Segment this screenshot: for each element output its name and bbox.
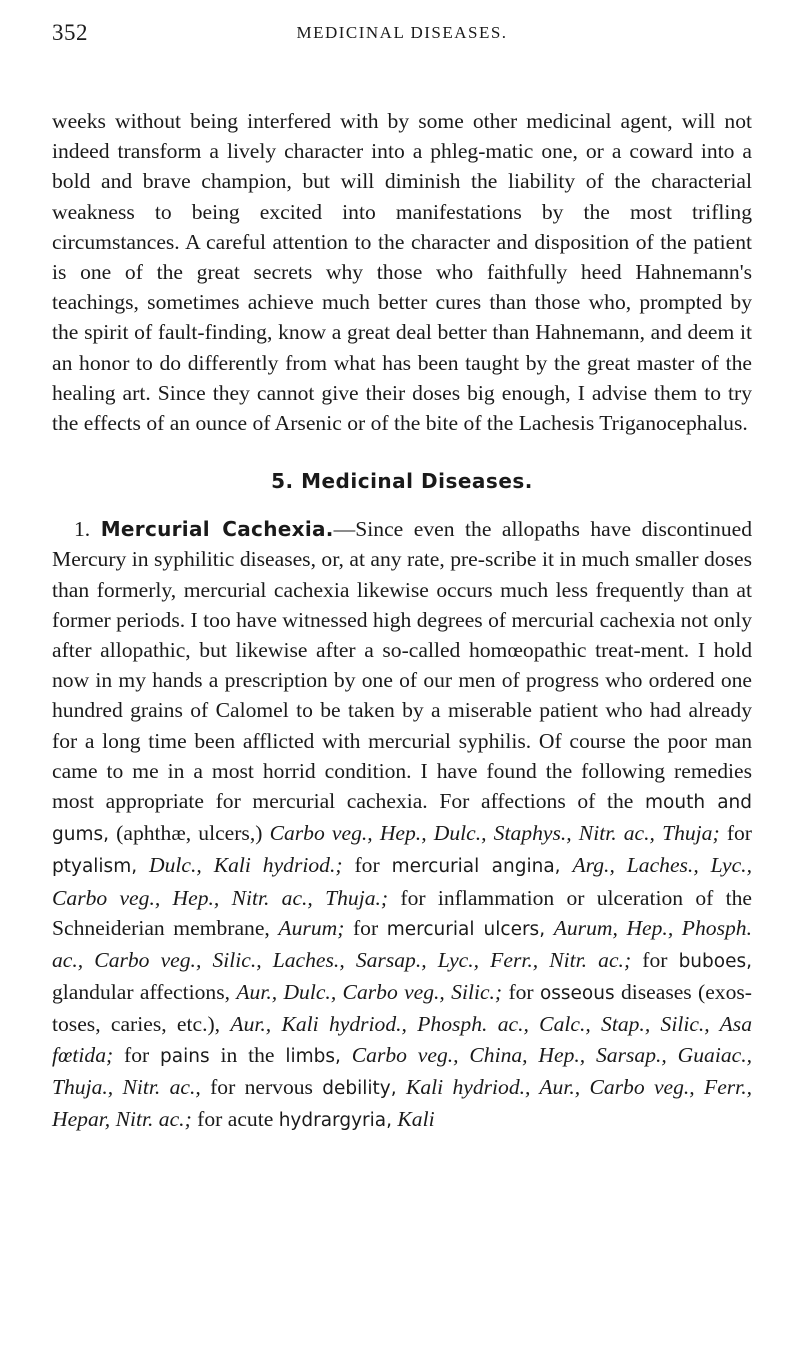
- indication-lead: for acute: [191, 1107, 279, 1132]
- indication-lead: for: [502, 980, 540, 1005]
- indication-term: debility,: [322, 1077, 397, 1099]
- page-number: 352: [52, 20, 88, 45]
- indication-lead: for: [344, 915, 387, 940]
- remedy-list: Arg., Laches., Lyc., Carbo veg., Hep., Nitr. ac., Thuja.;: [52, 853, 752, 910]
- indications-list: [52, 789, 752, 1131]
- indication-lead: for: [719, 821, 752, 846]
- indication-lead: for nervous: [200, 1074, 323, 1099]
- indication-term: mercurial ulcers,: [386, 918, 546, 940]
- book-page: [52, 20, 752, 1136]
- indication-note: glandular affections,: [52, 980, 237, 1005]
- entry-body: —Since even the allopaths have discontinued Mercury in syphilitic diseases, or, at any rate, pre-scribe it in much smaller doses than formerly, mercurial cachexia likewise occurs much less frequently than at former periods. I too have witnessed high degrees of mercurial cachexia not only after allopathic, but likewise after a so-called homœopathic treat-ment. I hold now in my hands a prescription by one of our men of progress who ordered one hundred grains of Calomel to be taken by a miserable patient who had already for a long time been afflicted with mercurial syphilis. Of course the poor man came to me in a most horrid condition. I have found the following remedies most appropriate for mercurial cachexia. For affections of the: [52, 517, 752, 814]
- page-header: MEDICINAL DISEASES.: [296, 23, 508, 42]
- entry-paragraph: [52, 514, 752, 1136]
- remedy-list: Aur., Kali hydriod., Phosph. ac., Calc., Stap., Silic., Asa fœtida;: [52, 1012, 752, 1067]
- remedy-list: Carbo veg., China, Hep., Sarsap., Guaiac., Thuja., Nitr. ac.,: [52, 1042, 753, 1099]
- indication-note: inflammation or ulceration of the Schneiderian membrane,: [52, 885, 753, 940]
- intro-paragraph: weeks without being interfered with by some other medicinal agent, will not indeed transform a lively character into a phleg-matic one, or a coward into a bold and brave champion, but will diminish the liability of the characterial weakness to being excited into manifestations by the most trifling circumstances. A careful attention to the character and disposition of the patient is one of the great secrets why those who faithfully heed Hahnemann's teachings, sometimes achieve much better cures than those who, prompted by the spirit of fault-finding, know a great deal better than Hahnemann, and deem it an honor to do differently from what has been taught by the great master of the healing art. Since they cannot give their doses big enough, I advise them to try the effects of an ounce of Arsenic or of the bite of the Lachesis Triganocephalus.: [52, 109, 752, 436]
- remedy-list: Aur., Dulc., Carbo veg., Silic.;: [236, 980, 503, 1005]
- remedy-list: Dulc., Kali hydriod.;: [149, 853, 343, 878]
- indication-term: hydrargyria,: [278, 1110, 392, 1132]
- indication-term: mouth and gums,: [52, 792, 753, 846]
- indication-lead: for: [113, 1042, 161, 1067]
- indication-note: [397, 1075, 406, 1099]
- indication-lead: for: [342, 853, 392, 878]
- indication-note: [341, 1043, 352, 1067]
- indication-term: pains: [160, 1045, 210, 1067]
- indication-term: buboes,: [678, 951, 752, 973]
- remedy-list: Kali hydriod., Aur., Carbo veg., Ferr., Hepar, Nitr. ac.;: [52, 1074, 752, 1132]
- indication-lead: for: [388, 885, 438, 910]
- indication-note: diseases (exos-toses, caries, etc.),: [52, 980, 752, 1037]
- running-head: [52, 20, 752, 64]
- indication-term: mercurial angina,: [391, 856, 561, 878]
- indication-lead: for: [631, 948, 679, 973]
- entry-number: 1.: [74, 517, 91, 542]
- remedy-list: Aurum;: [278, 915, 345, 940]
- indication-note: (aphthæ, ulcers,): [109, 821, 270, 846]
- indication-note: in the: [209, 1042, 286, 1067]
- indication-term: osseous: [539, 983, 615, 1005]
- indication-note: [545, 916, 554, 940]
- remedy-list: Kali: [397, 1107, 435, 1132]
- remedy-list: Aurum, Hep., Phosph. ac., Carbo veg., Silic., Laches., Sarsap., Lyc., Ferr., Nitr. ac.;: [52, 915, 752, 973]
- entry-title: Mercurial Cachexia.: [100, 517, 334, 542]
- indication-note: [137, 853, 149, 877]
- indication-term: limbs,: [285, 1045, 341, 1067]
- section-heading: 5. Medicinal Diseases.: [271, 469, 533, 494]
- indication-note: [561, 853, 573, 877]
- remedy-list: Carbo veg., Hep., Dulc., Staphys., Nitr. ac., Thuja;: [269, 821, 720, 846]
- indication-term: ptyalism,: [52, 856, 138, 878]
